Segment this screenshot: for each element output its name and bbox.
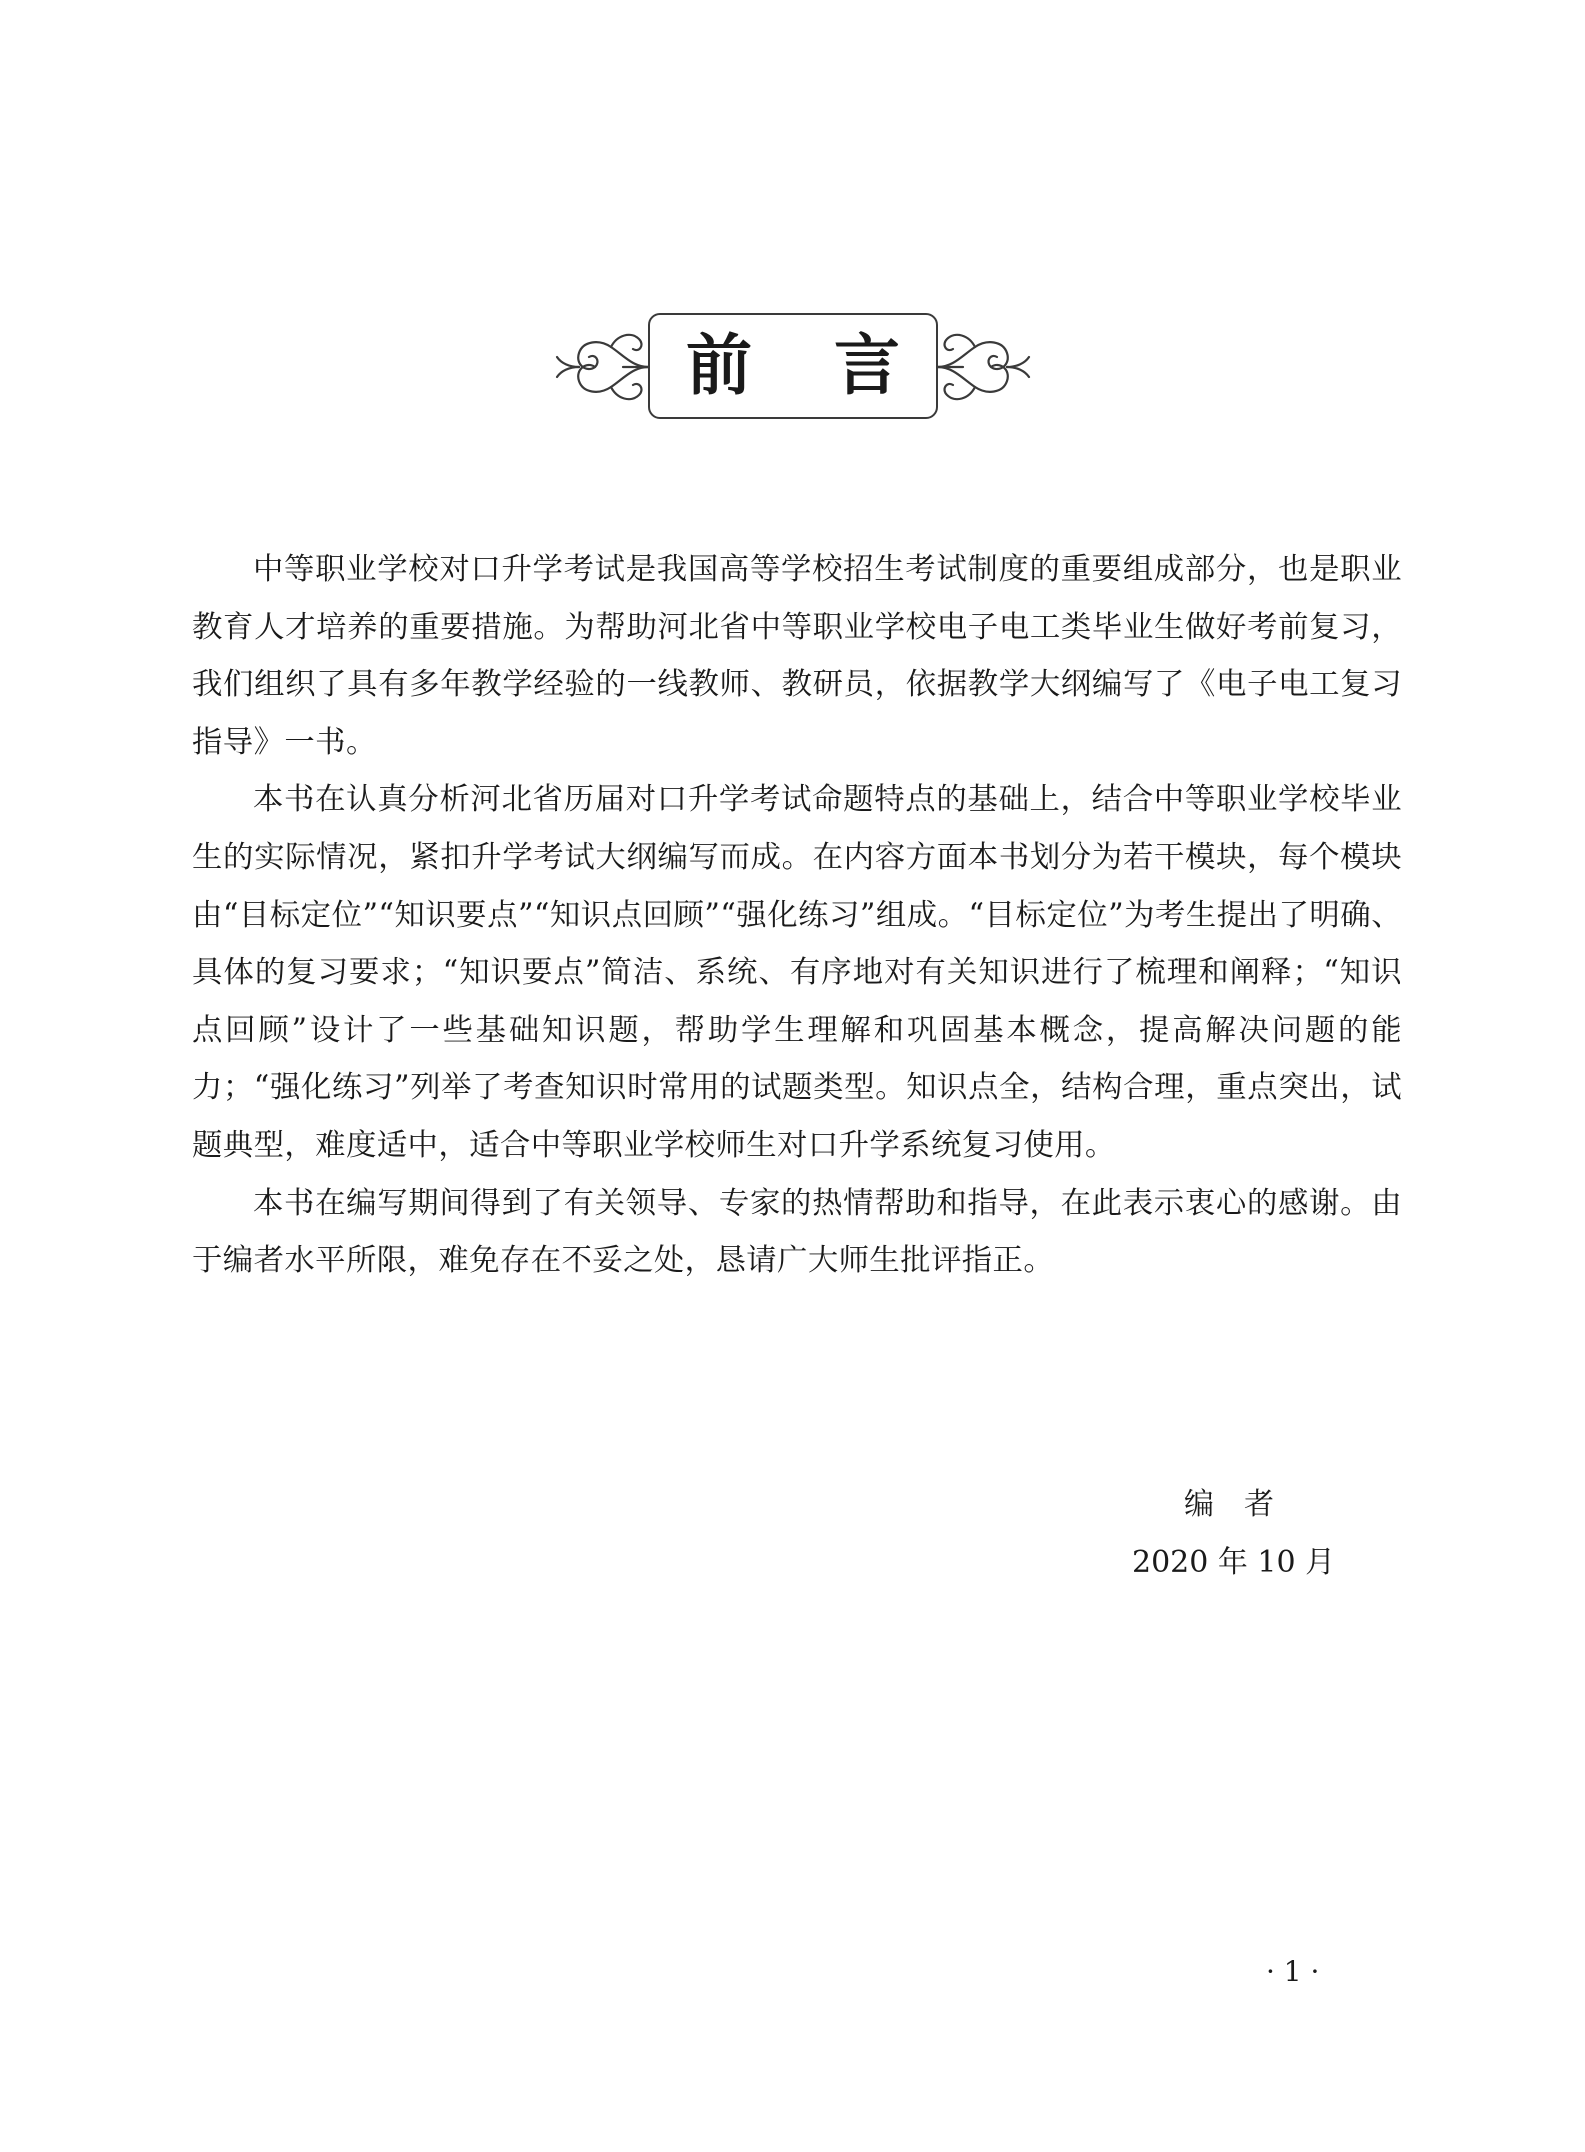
heading-char-1: 前 <box>686 327 752 404</box>
paragraph-1: 中等职业学校对口升学考试是我国高等学校招生考试制度的重要组成部分，也是职业教育人才培养的重要措施。为帮助河北省中等职业学校电子电工类毕业生做好考前复习，我们组织了具有多年教学经验的一线教师、教研员，依据教学大纲编写了《电子电工复习指导》一书。 <box>192 552 1402 760</box>
heading-frame <box>648 313 938 419</box>
paragraph-2: 本书在认真分析河北省历届对口升学考试命题特点的基础上，结合中等职业学校毕业生的实际情况，紧扣升学考试大纲编写而成。在内容方面本书划分为若干模块，每个模块由“目标定位”“知识要点”“知识点回顾”“强化练习”组成。“目标定位”为考生提出了明确、具体的复习要求；“知识要点”简洁、系统、有序地对有关知识进行了梳理和阐释；“知识点回顾”设计了一些基础知识题，帮助学生理解和巩固基本概念，提高解决问题的能力；“强化练习”列举了考查知识时常用的试题类型。知识点全，结构合理，重点突出，试题典型，难度适中，适合中等职业学校师生对口升学系统复习使用。 <box>192 782 1402 1163</box>
preface-heading <box>553 305 1033 430</box>
heading-char-2: 言 <box>834 327 900 404</box>
paragraph-3: 本书在编写期间得到了有关领导、专家的热情帮助和指导，在此表示衷心的感谢。由于编者水平所限，难免存在不妥之处，恳请广大师生批评指正。 <box>192 1185 1402 1279</box>
page-number: · 1 · <box>1266 1955 1320 1988</box>
signature-date: 2020 年 10 月 <box>1132 1545 1336 1580</box>
signature-author: 编者 <box>1184 1487 1304 1522</box>
preface-body <box>192 541 1402 1290</box>
signature-block <box>1132 1476 1400 1592</box>
